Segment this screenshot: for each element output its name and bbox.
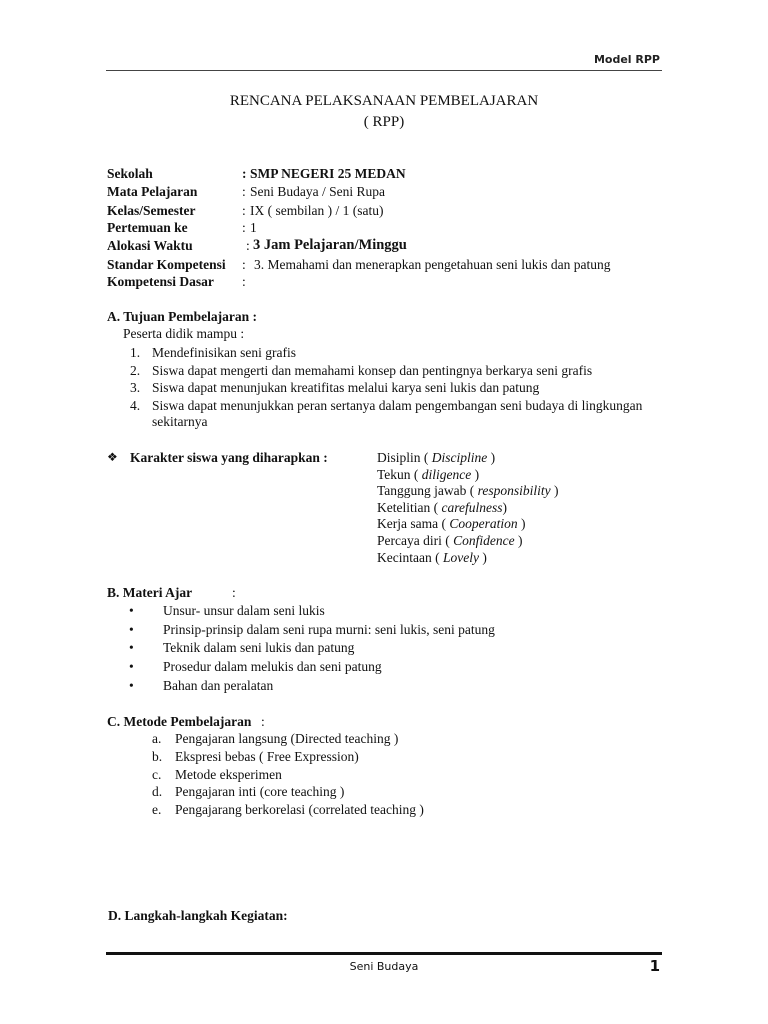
karakter-item: Kerja sama ( Cooperation ) (377, 516, 526, 531)
identity-sep: : (242, 203, 246, 218)
karakter-item: Percaya diri ( Confidence ) (377, 533, 523, 548)
list-letter: c. (152, 767, 162, 782)
karakter-heading: Karakter siswa yang diharapkan : (130, 450, 328, 465)
bullet-icon: • (129, 678, 134, 693)
page-number: 1 (649, 957, 660, 975)
list-item: Metode eksperimen (175, 767, 282, 782)
tujuan-intro: Peserta didik mampu : (123, 326, 245, 341)
bullet-icon: • (129, 659, 134, 674)
document-subtitle: ( RPP) (363, 114, 405, 130)
section-heading-tujuan: A. Tujuan Pembelajaran : (107, 309, 258, 324)
identity-value: SMP NEGERI 25 MEDAN (250, 166, 406, 181)
list-item-continuation: sekitarnya (152, 414, 208, 429)
identity-sep: : (242, 166, 247, 181)
karakter-item: Kecintaan ( Lovely ) (377, 550, 487, 565)
header-rule (106, 70, 662, 71)
list-letter: a. (152, 731, 162, 746)
identity-label: Kompetensi Dasar (107, 274, 214, 289)
list-letter: d. (152, 784, 163, 799)
list-item: Teknik dalam seni lukis dan patung (163, 640, 355, 655)
metode-colon: : (261, 714, 265, 729)
identity-label: Sekolah (107, 166, 153, 181)
identity-sep: : (242, 184, 246, 199)
identity-value: IX ( sembilan ) / 1 (satu) (250, 203, 384, 218)
identity-label: Kelas/Semester (107, 203, 196, 218)
identity-label: Pertemuan ke (107, 220, 188, 235)
identity-value: 1 (250, 220, 257, 235)
list-item: Prosedur dalam melukis dan seni patung (163, 659, 382, 674)
identity-sep: : (246, 238, 250, 253)
identity-value: Seni Budaya / Seni Rupa (250, 184, 385, 199)
list-item: Prinsip-prinsip dalam seni rupa murni: seni lukis, seni patung (163, 622, 495, 637)
bullet-icon: • (129, 603, 134, 618)
list-number: 2. (130, 363, 141, 378)
list-item: Pengajaran inti (core teaching ) (175, 784, 345, 799)
identity-sep: : (242, 220, 246, 235)
list-item: Bahan dan peralatan (163, 678, 274, 693)
section-heading-langkah: D. Langkah-langkah Kegiatan: (108, 908, 288, 923)
list-item: Siswa dapat menunjukan kreatifitas melalui karya seni lukis dan patung (152, 380, 540, 395)
section-heading-metode: C. Metode Pembelajaran (107, 714, 252, 729)
list-item: Mendefinisikan seni grafis (152, 345, 296, 360)
list-item: Pengajarang berkorelasi (correlated teaching ) (175, 802, 424, 817)
karakter-item: Tanggung jawab ( responsibility ) (377, 483, 559, 498)
identity-label: Alokasi Waktu (107, 238, 193, 253)
karakter-item: Disiplin ( Discipline ) (377, 450, 496, 465)
identity-value: 3 Jam Pelajaran/Minggu (253, 237, 407, 253)
identity-label: Mata Pelajaran (107, 184, 198, 199)
identity-sep: : (242, 257, 246, 272)
identity-value: 3. Memahami dan menerapkan pengetahuan seni lukis dan patung (254, 257, 611, 272)
bullet-icon: • (129, 622, 134, 637)
section-heading-materi: B. Materi Ajar (107, 585, 193, 600)
bullet-icon: • (129, 640, 134, 655)
list-item: Siswa dapat menunjukkan peran sertanya dalam pengembangan seni budaya di lingkungan (152, 398, 643, 413)
identity-label: Standar Kompetensi (107, 257, 226, 272)
materi-colon: : (232, 585, 236, 600)
running-header: Model RPP (593, 53, 660, 66)
list-item: Ekspresi bebas ( Free Expression) (175, 749, 359, 764)
karakter-item: Tekun ( diligence ) (377, 467, 480, 482)
list-letter: b. (152, 749, 163, 764)
running-footer: Seni Budaya (349, 960, 419, 973)
list-item: Siswa dapat mengerti dan memahami konsep dan pentingnya berkarya seni grafis (152, 363, 593, 378)
karakter-item: Ketelitian ( carefulness) (377, 500, 507, 515)
footer-rule (106, 952, 662, 955)
list-number: 4. (130, 398, 141, 413)
list-letter: e. (152, 802, 162, 817)
document-title: RENCANA PELAKSANAAN PEMBELAJARAN (229, 93, 539, 109)
identity-sep: : (242, 274, 246, 289)
list-item: Unsur- unsur dalam seni lukis (163, 603, 325, 618)
list-number: 3. (130, 380, 141, 395)
list-number: 1. (130, 345, 141, 360)
diamond-bullet-icon: ❖ (107, 450, 118, 464)
list-item: Pengajaran langsung (Directed teaching ) (175, 731, 399, 746)
